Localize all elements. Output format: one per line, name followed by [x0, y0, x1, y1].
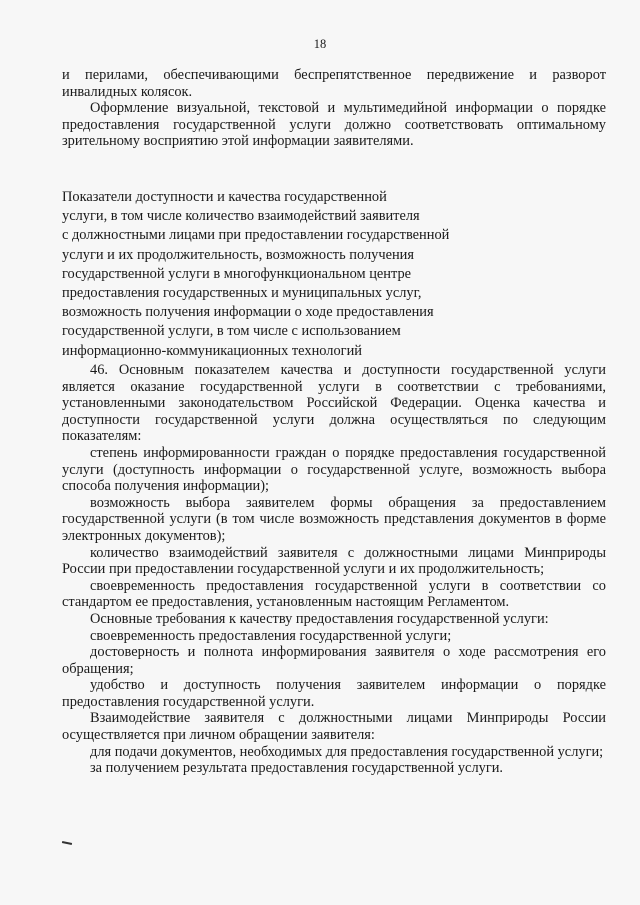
interaction-paragraph: Взаимодействие заявителя с должностными лицами Минприроды России осуществляется при личном обращении заявителя: — [62, 710, 606, 744]
heading-line: возможность получения информации о ходе предоставления — [62, 304, 434, 321]
indicator-item: степень информированности граждан о порядке предоставления государственной услуги (доступность информации о государственной услуге, возможность выбора способа получения информации); — [62, 444, 606, 495]
requirement-item: своевременность предоставления государственной услуги; — [90, 627, 452, 644]
requirements-title: Основные требования к качеству предоставления государственной услуги: — [90, 610, 549, 627]
heading-line: услуги и их продолжительность, возможность получения — [62, 246, 414, 263]
heading-line: информационно-коммуникационных технологий — [62, 342, 362, 359]
intro-continuation: и перилами, обеспечивающими беспрепятственное передвижение и разворот инвалидных колясок. — [62, 67, 606, 100]
indicator-item: своевременность предоставления государственной услуги в соответствии со стандартом ее предоставления, установленным настоящим Регламентом. — [62, 577, 606, 611]
heading-line: государственной услуги, в том числе с использованием — [62, 323, 401, 340]
heading-line: услуги, в том числе количество взаимодействий заявителя — [62, 208, 420, 225]
section-heading — [62, 188, 606, 361]
heading-line: предоставления государственных и муниципальных услуг, — [62, 285, 422, 302]
indicator-item: количество взаимодействий заявителя с должностными лицами Минприроды России при предоставлении государственной услуги и их продолжительность; — [62, 544, 606, 578]
interaction-item: за получением результата предоставления государственной услуги. — [90, 760, 504, 777]
heading-line: Показатели доступности и качества государственной — [62, 189, 387, 205]
intro-paragraph: Оформление визуальной, текстовой и мультимедийной информации о порядке предоставления государственной услуги должно соответствовать оптимальному зрительному восприятию этой информации заявителями. — [62, 100, 606, 150]
interaction-item: для подачи документов, необходимых для предоставления государственной услуги; — [90, 743, 604, 760]
requirement-item: достоверность и полнота информирования заявителя о ходе рассмотрения его обращения; — [62, 644, 606, 677]
section-46 — [62, 362, 606, 777]
paragraph-46: 46. Основным показателем качества и доступности государственной услуги является оказание государственной услуги в соответствии с требованиями, установленными законодательством Российской Федерации. Оценка качества и доступности государственной услуги должна осуществляться по следующим показателям: — [62, 362, 606, 445]
intro-block — [62, 67, 606, 150]
heading-line: с должностными лицами при предоставлении государственной — [62, 227, 450, 244]
indicator-item: возможность выбора заявителем формы обращения за предоставлением государственной услуги (в том числе возможность представления документов в форме электронных документов); — [62, 494, 606, 544]
requirement-item: удобство и доступность получения заявителем информации о порядке предоставления государственной услуги. — [62, 677, 606, 710]
scan-mark — [62, 841, 72, 845]
heading-line: государственной услуги в многофункциональном центре — [62, 265, 412, 282]
page-number: 18 — [313, 37, 327, 51]
